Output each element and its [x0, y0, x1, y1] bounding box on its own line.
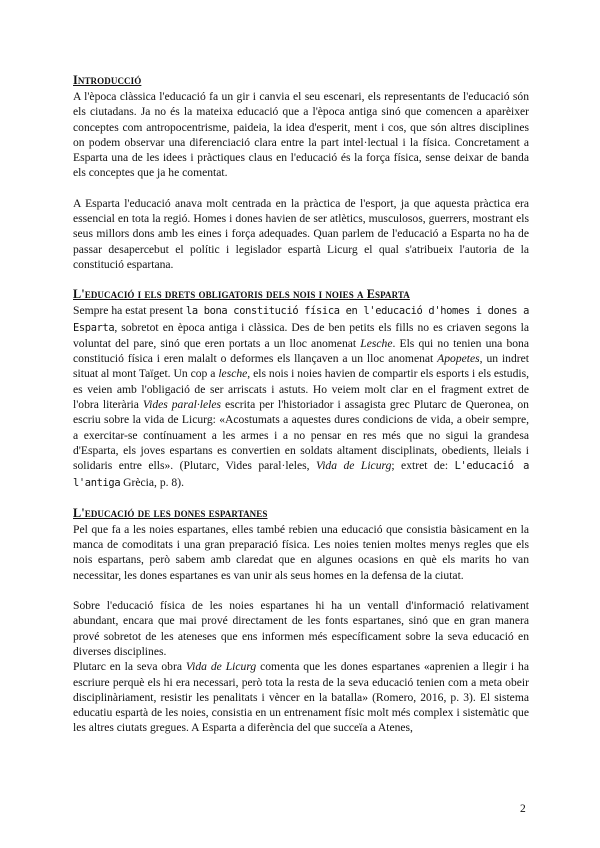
paragraph-dones-3: Plutarc en la seva obra Vida de Licurg comenta que les dones espartanes «aprenien a llegir i ha escriure perquè els hi era necessari, però tota la resta de la seva educació tenien com a meta obeir disciplinàriament, resistir les penalitats i vèncer en la batalla» (Romero, 2016, p. 3). El sistema educatiu espartà de les noies, consistia en un entrenament físic molt més complex i sistemàtic que les altres ciutats gregues. A Esparta a diferència del que succeïa a Atenes,	[73, 660, 530, 735]
paragraph-drets-1: Sempre ha estat present la bona constitució física en l'educació d'homes i dones a Esparta, sobretot en època antiga i clàssica. Des de ben petits els fills no es criaven segons la voluntat del pare, sinó que eren portats a un lloc anomenat Lesche. Els qui no tenien una bona constitució física i eren malalt o deformes els llançaven a un lloc anomenat Apopetes, un indret situat al mont Taïget. Un cop a lesche, els nois i noies havien de compartir els esports i els estudis, es veien amb l'obligació de ser arriscats i astuts. Ho veiem molt clar en el fragment extret de l'obra literària Vides paral·leles escrita per l'historiador i assagista grec Plutarc de Queronea, on escriu sobre la vida de Licurg: «Acostumats a aquestes dures condicions de vida, a obeir sempre, a exercitar-se contínuament a les armes i a no pensar en res més que no sigui la grandesa d'Esparta, els joves espartans es convertien en soldats altament disciplinats, obedients, lleials i solidaris entre ells». (Plutarc, Vides paral·leles, Vida de Licurg; extret de: L'educació a l'antiga Grècia, p. 8).	[73, 304, 530, 489]
document-page	[73, 73, 529, 736]
section-heading-dones: L'educació de les dones espartanes	[73, 505, 268, 520]
highlighted-phrase: la bona constitució física en l'educació d'homes i dones a Esparta	[73, 305, 529, 334]
paragraph-dones-1: Pel que fa a les noies espartanes, elles també rebien una educació que consistia bàsicament en la manca de comoditats i una gran preparació física. Les noies tenien moltes menys regles que els nois espartans, però sabem amb claredat que en algunes ocasions en què els marits ho van necessitar, les dones espartanes es van unir als seus homes en la defensa de la ciutat.	[73, 522, 529, 582]
paragraph-dones-2: Sobre l'educació física de les noies espartanes hi ha un ventall d'informació relativament abundant, encara que mai prové directament de les fonts espartanes, sinó que en gran manera prové sobretot de les ateneses que ens informen més específicament sobre la seva educació en diverses disciplines.	[73, 599, 529, 658]
paragraph-intro-1: A l'època clàssica l'educació fa un gir i canvia el seu escenari, els representants de l'educació són els ciutadans. Ja no és la mateixa educació que a l'època antiga sinó que comencen a aparèixer conceptes com antropocentrisme, paideia, la idea d'esperit, ment i cos, que són altres disciplines on podem observar una diferenciació clara entre la part intel·lectual i la física. Concretament a Esparta una de les idees i pràctiques claus en l'educació és la força física, sense deixar de banda els conceptes que ja he comentat.	[73, 90, 529, 180]
page-number: 2	[520, 803, 526, 815]
citation-title: L'educació a l'antiga	[73, 460, 529, 489]
section-heading-drets: L'educació i els drets obligatoris dels nois i noies a Esparta	[73, 287, 410, 302]
section-heading-introduccio: Introducció	[73, 73, 142, 87]
paragraph-intro-2: A Esparta l'educació anava molt centrada en la pràctica de l'esport, ja que aquesta pràctica era essencial en tota la regió. Homes i dones havien de ser atlètics, musculosos, guerrers, mostrant els seus millors dons amb les eines i força adequades. Quan parlem de l'educació a Esparta no ha de passar desapercebut el polític i legislador espartà Licurg el qual s'atribueix l'autoria de la constitució espartana.	[73, 196, 529, 271]
